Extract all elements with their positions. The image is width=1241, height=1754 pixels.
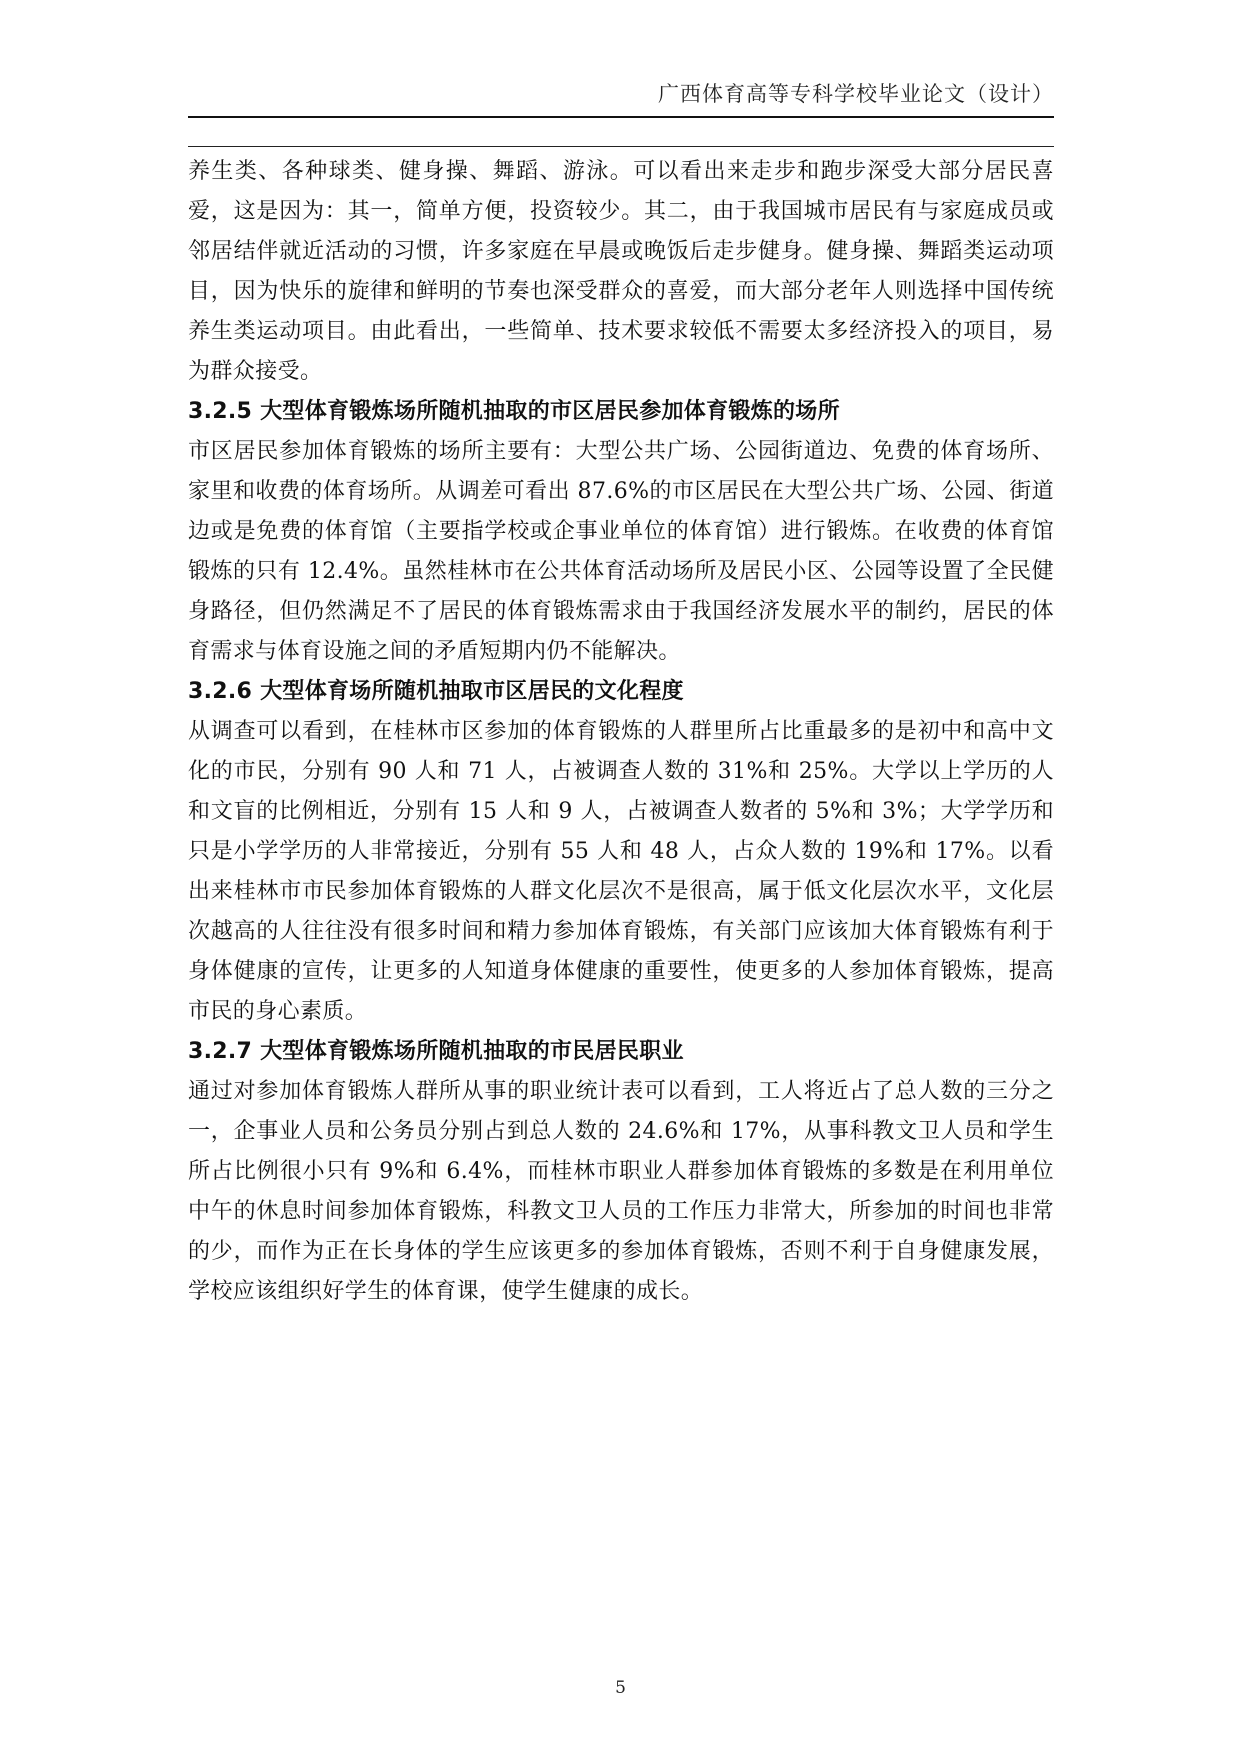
section-heading-3-2-5: 3.2.5 大型体育锻炼场所随机抽取的市区居民参加体育锻炼的场所	[188, 399, 840, 424]
paragraph-education-level: 从调查可以看到，在桂林市区参加的体育锻炼的人群里所占比重最多的是初中和高中文化的市民，分别有 90 人和 71 人，占被调查人数的 31%和 25%。大学以上学历的人和文盲的比例相近，分别有 15 人和 9 人，占被调查人数者的 5%和 3%；大学学历和只是小学学历的人非常接近，分别有 55 人和 48 人，占众人数的 19%和 17%。以看出来桂林市市民参加体育锻炼的人群文化层次不是很高，属于低文化层次水平，文化层次越高的人往往没有很多时间和精力参加体育锻炼，有关部门应该加大体育锻炼有利于身体健康的宣传，让更多的人知道身体健康的重要性，使更多的人参加体育锻炼，提高市民的身心素质。	[188, 719, 1054, 1024]
paragraph-activities-continued: 养生类、各种球类、健身操、舞蹈、游泳。可以看出来走步和跑步深受大部分居民喜爱，这是因为：其一，简单方便，投资较少。其二，由于我国城市居民有与家庭成员或邻居结伴就近活动的习惯，许多家庭在早晨或晚饭后走步健身。健身操、舞蹈类运动项目，因为快乐的旋律和鲜明的节奏也深受群众的喜爱，而大部分老年人则选择中国传统养生类运动项目。由此看出，一些简单、技术要求较低不需要太多经济投入的项目，易为群众接受。	[188, 159, 1054, 384]
section-heading-3-2-6: 3.2.6 大型体育场所随机抽取市区居民的文化程度	[188, 679, 684, 704]
paragraph-exercise-venues: 市区居民参加体育锻炼的场所主要有：大型公共广场、公园街道边、免费的体育场所、家里和收费的体育场所。从调差可看出 87.6%的市区居民在大型公共广场、公园、街道边或是免费的体育馆（主要指学校或企事业单位的体育馆）进行锻炼。在收费的体育馆锻炼的只有 12.4%。虽然桂林市在公共体育活动场所及居民小区、公园等设置了全民健身路径，但仍然满足不了居民的体育锻炼需求由于我国经济发展水平的制约，居民的体育需求与体育设施之间的矛盾短期内仍不能解决。	[188, 439, 1054, 664]
header-rule	[188, 116, 1054, 118]
header-rule-secondary	[188, 146, 1054, 147]
page-header: 广西体育高等专科学校毕业论文（设计）	[658, 82, 1054, 106]
page-number: 5	[615, 1678, 626, 1698]
paragraph-occupation: 通过对参加体育锻炼人群所从事的职业统计表可以看到，工人将近占了总人数的三分之一，企事业人员和公务员分别占到总人数的 24.6%和 17%，从事科教文卫人员和学生所占比例很小只有 9%和 6.4%，而桂林市职业人群参加体育锻炼的多数是在利用单位中午的休息时间参加体育锻炼，科教文卫人员的工作压力非常大，所参加的时间也非常的少，而作为正在长身体的学生应该更多的参加体育锻炼，否则不利于自身健康发展，学校应该组织好学生的体育课，使学生健康的成长。	[188, 1079, 1054, 1304]
body-content	[188, 152, 1054, 1312]
section-heading-3-2-7: 3.2.7 大型体育锻炼场所随机抽取的市民居民职业	[188, 1039, 684, 1064]
